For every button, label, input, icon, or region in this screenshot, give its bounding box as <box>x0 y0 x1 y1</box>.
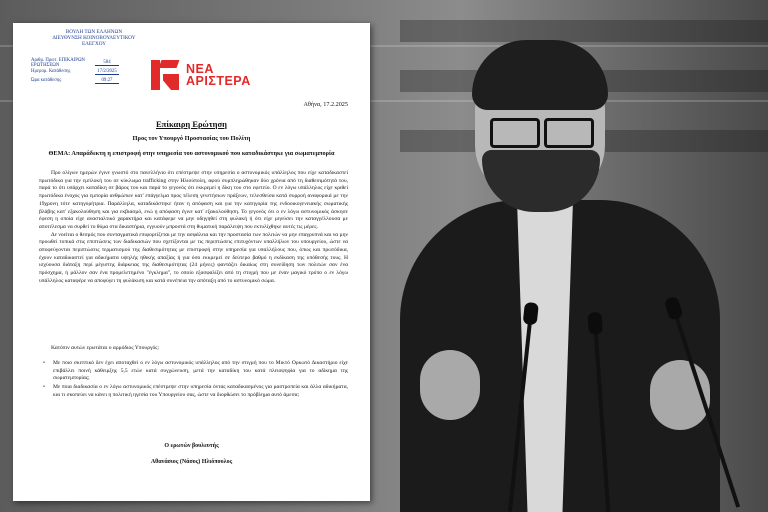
signature-name: Αθανάσιος (Νάσος) Ηλιόπουλος <box>150 459 233 465</box>
logo-text-line: ΑΡΙΣΤΕΡΑ <box>186 74 251 88</box>
document-date: Αθήνα, 17.2.2025 <box>303 101 348 108</box>
list-item: • Με ποια διαδικασία ο εν λόγω αστυνομικός επέστρεψε στην υπηρεσία όντας καταδικασμένος για μαστροπεία και άλλα αδικήματα, και τι σκοπεύει να κάνει η πολιτική ηγεσία του Υπουργείου σας, ώστε να διορθώσει το πρόβλημα αυτό άμεσα; <box>39 384 348 399</box>
registry-value: 584 <box>95 60 119 66</box>
speaker-hair <box>472 40 608 110</box>
party-logo <box>151 60 251 90</box>
registry-value: 09:27 <box>95 78 119 84</box>
question-intro: Κατόπιν αυτών ερωτάται ο αρμόδιος Υπουργός: <box>51 345 160 351</box>
registry-value: 17/2/2025 <box>95 69 119 75</box>
office-header-line: ΔΙΕΥΘΥΝΣΗ ΚΟΙΝΟΒΟΥΛΕΥΤΙΚΟΥ ΕΛΕΓΧΟΥ <box>52 35 136 48</box>
list-item: • Με ποιο σκεπτικό δεν έχει αποταχθεί ο εν λόγω αστυνομικός υπάλληλος από την στιγμή που το Μικτό Ορκωτό Δικαστήριο είχε επιβάλλει ποινή κάθειρξης 5,5 ετών κατά συγχώνευση, μετά την καταδίκη του κατά πλειοψηφία για το αδίκημα της σωματεμπορίας; <box>39 360 348 383</box>
office-header <box>49 29 139 48</box>
question-list <box>39 360 348 401</box>
registry-label: Ημερομ. Κατάθεσης <box>31 69 71 74</box>
office-header-line: ΒΟΥΛΗ ΤΩΝ ΕΛΛΗΝΩΝ <box>65 29 123 35</box>
glasses-icon <box>488 118 592 144</box>
speaker-photo <box>360 0 768 512</box>
registry-stamp <box>31 58 119 85</box>
registry-label: Ώρα κατάθεσης <box>31 78 62 83</box>
subject-line: ΘΕΜΑ: Απαράδεκτη η επιστροφή στην υπηρεσία του αστυνομικού που καταδικάστηκε για σωματεμπορία <box>48 150 335 157</box>
registry-label: Αριθμ. Πρωτ. ΕΠΙΚΑΙΡΩΝ ΕΡΩΤΗΣΕΩΝ <box>31 57 85 68</box>
logo-text-line: ΝΕΑ <box>186 62 214 76</box>
body-paragraph: Δε νοείται ο θεσμός που συνταγματικά επιφορτίζεται με την ασφάλεια και την προστασία των πολιτών να μην επαγρυπνά και να μην προωθεί τοπικά στις επιπτώσεις των διαδικασιών που σχετίζονται με τις περιπτώσεις επιτυχόντων υπαλλήλων του υπουργείου, ώστε να αποφεύγονται περιπτώσεις τερματισμού της διαθεσιμότητας με επιστροφή στην υπηρεσία για υπαλλήλους που, όπως και πρωτόδικα, έχουν καταδικαστεί για αδικήματα υψηλής ηθικής απαξίας ή για όσο εκκρεμεί σε δεύτερο βαθμό η εκδίκαση της υπόθεσής τους. Η ισχύουσα διάταξη περί μέγιστης διάρκειας της διαθεσιμότητας (24 μήνες) φαντάζει δικαίως στη συνείδηση των πολιτών σαν ένα πρόσχημα, ή μάλλον σαν ένα προμελετημένο "έγκλημα", το οποίο εξασφαλίζει από τη στιγμή που με έναν μαγικό τρόπο ο εν λόγω υπάλληλος καταφέρε να αποφύγει τη φυλάκιση και κατά συνέπεια την απόταξη από το αστυνομικό σώμα. <box>39 231 348 284</box>
recipient-line: Προς τον Υπουργό Προστασίας του Πολίτη <box>132 135 251 142</box>
signature-label: Ο ερωτών βουλευτής <box>164 443 219 449</box>
party-logo-icon <box>151 60 181 90</box>
document-body <box>39 170 348 286</box>
speaker-left-hand <box>420 350 480 420</box>
body-paragraph: Προ ολίγων ημερών έγινε γνωστό στο πανελλήνιο ότι επέστρεψε στην υπηρεσία ο αστυνομικός υπάλληλος που είχε καταδικαστεί πρωτόδικα για την εμπλοκή του σε κύκλωμα trafficking στην Ηλιούπολη, αφού συμπληρώθηκαν δύο χρόνια από τη διαθεσιμότητά του, παρά το ότι υπάρχει καταδίκη σε βάρος του και παρά το γεγονός ότι εκκρεμεί η δίκη του στο εφετείο. Ο εν λόγω υπάλληλος είχε κριθεί πρωτόδικα ένοχος για εμπορία ανθρώπων κατ' επάγγελμα προς τέλεση γενετήσιων πράξεων, τελεσθείσα κατά συρροή αναφορικά με την 19χρονη τότε κατηγορήτρια. Παράλληλα, καταδικάστηκε ήταν η απόφαση και για την κατηγορία της ενδοοικογενειακής σωματικής βλάβης κατ' εξακολούθηση και για εκβιασμό, ενώ η απόφαση έγινε κατ' εξακολούθηση. Το γεγονός ότι ο εν λόγω αστυνομικός άσκησε έφεση η οποία είχε ανασταλτικό χαρακτήρα και κατάφερε να μην οδηγηθεί στη φυλακή ή ότι είχε μηνύσει την καταγγέλλουσα με αποτέλεσμα να συρθεί το θύμα στα δικαστήρια, εγγυούν μπροστά στη θυματική παράλειψη που εκτυλίχθηκε αυτές τις μέρες. <box>39 170 348 230</box>
parliamentary-question-document <box>13 23 370 501</box>
document-title: Επίκαιρη Ερώτηση <box>156 119 227 129</box>
